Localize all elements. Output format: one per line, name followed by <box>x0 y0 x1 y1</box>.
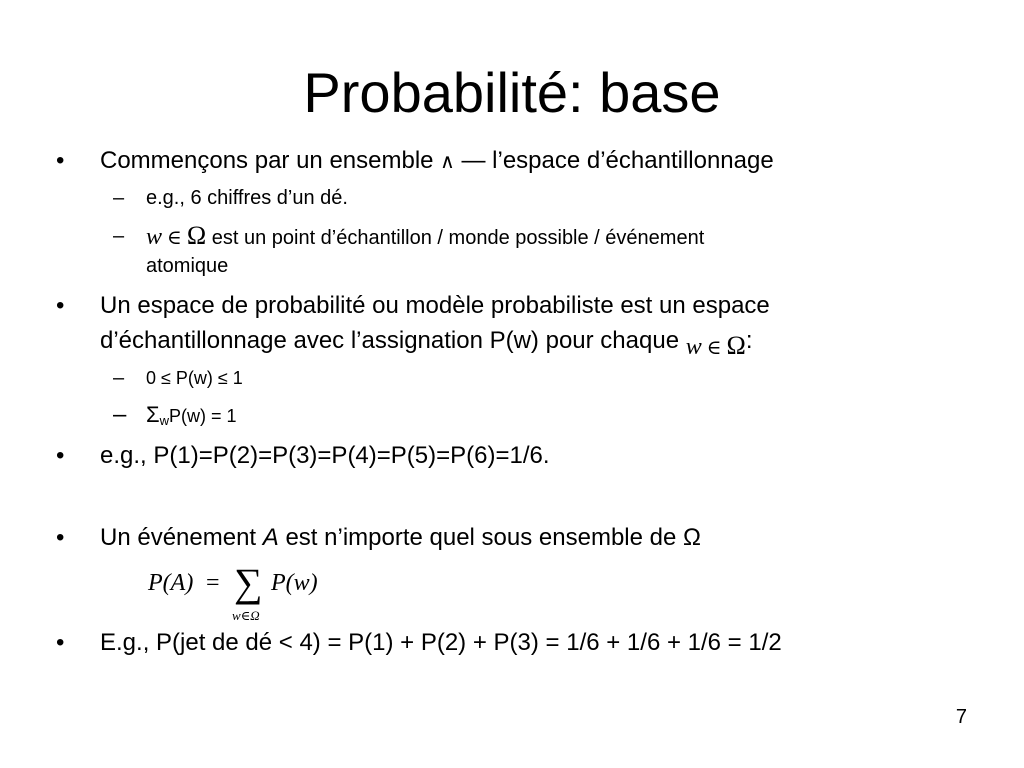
math-omega: Ω <box>726 331 746 360</box>
event-probability-formula <box>148 560 338 630</box>
math-w: w <box>146 224 163 250</box>
bullet-probability-space <box>56 289 770 322</box>
bullet-text: E.g., P(jet de dé < 4) = P(1) + P(2) + P(3) = 1/6 + 1/6 + 1/6 = 1/2 <box>100 629 782 656</box>
sub-marker: – <box>113 401 127 428</box>
page-number: 7 <box>955 706 967 728</box>
math-element-of: ∈ <box>701 337 727 359</box>
bullet-dice-event-example <box>56 626 782 659</box>
wedge-symbol: ∧ <box>440 151 455 173</box>
bullet-text-start: Un événement <box>100 524 263 551</box>
formula-rhs: P(w) <box>271 570 318 596</box>
sub-bullet-continuation <box>146 252 228 280</box>
math-element-of: ∈ <box>162 227 187 249</box>
bullet-marker: • <box>56 629 65 656</box>
sub-bullet-text-line2: atomique <box>146 255 229 277</box>
bullet-text: e.g., P(1)=P(2)=P(3)=P(4)=P(5)=P(6)=1/6. <box>100 442 550 469</box>
math-w: w <box>685 334 702 360</box>
bullet-text-end: est n’importe quel sous ensemble de Ω <box>278 524 701 551</box>
bullet-text-line1: Un espace de probabilité ou modèle probabiliste est un espace <box>100 292 770 319</box>
formula-lhs: P(A) <box>148 570 194 596</box>
bullet-probability-space-line2 <box>100 323 753 359</box>
sub-marker: – <box>113 367 125 389</box>
math-omega: Ω <box>186 221 207 250</box>
formula-sum-index: w∈Ω <box>232 608 260 623</box>
sub-marker: – <box>113 187 125 209</box>
sub-bullet-bounds <box>113 364 243 392</box>
sub-bullet-text: e.g., 6 chiffres d’un dé. <box>146 187 348 209</box>
sub-bullet-dice-example <box>113 184 348 212</box>
bullet-text-start: Commençons par un ensemble <box>100 147 441 174</box>
bullet-event-definition <box>56 521 701 554</box>
sub-bullet-sum <box>113 401 237 435</box>
bullet-marker: • <box>56 524 65 551</box>
bullet-marker: • <box>56 292 65 319</box>
bullet-sample-space <box>56 144 774 179</box>
sub-bullet-sample-point <box>113 221 705 252</box>
sub-bullet-text: 0 ≤ P(w) ≤ 1 <box>146 368 243 388</box>
formula-equals: = <box>206 570 220 596</box>
sigma-symbol: Σ <box>146 402 160 427</box>
slide-title: Probabilité: base <box>303 61 721 124</box>
bullet-text-line2: d’échantillonnage avec l’assignation P(w) pour chaque <box>100 327 686 354</box>
bullet-colon: : <box>745 327 753 354</box>
bullet-marker: • <box>56 442 65 469</box>
bullet-marker: • <box>56 147 65 174</box>
bullet-uniform-example <box>56 439 550 472</box>
formula-sum: ∑ <box>234 560 263 605</box>
sigma-subscript: w <box>159 413 169 428</box>
event-variable: A <box>262 524 279 551</box>
sub-marker: – <box>113 225 125 247</box>
sub-bullet-text: P(w) = 1 <box>169 406 237 426</box>
sub-bullet-text: est un point d’échantillon / monde possible / événement <box>206 227 705 249</box>
bullet-text-end: — l’espace d’échantillonnage <box>454 147 774 174</box>
